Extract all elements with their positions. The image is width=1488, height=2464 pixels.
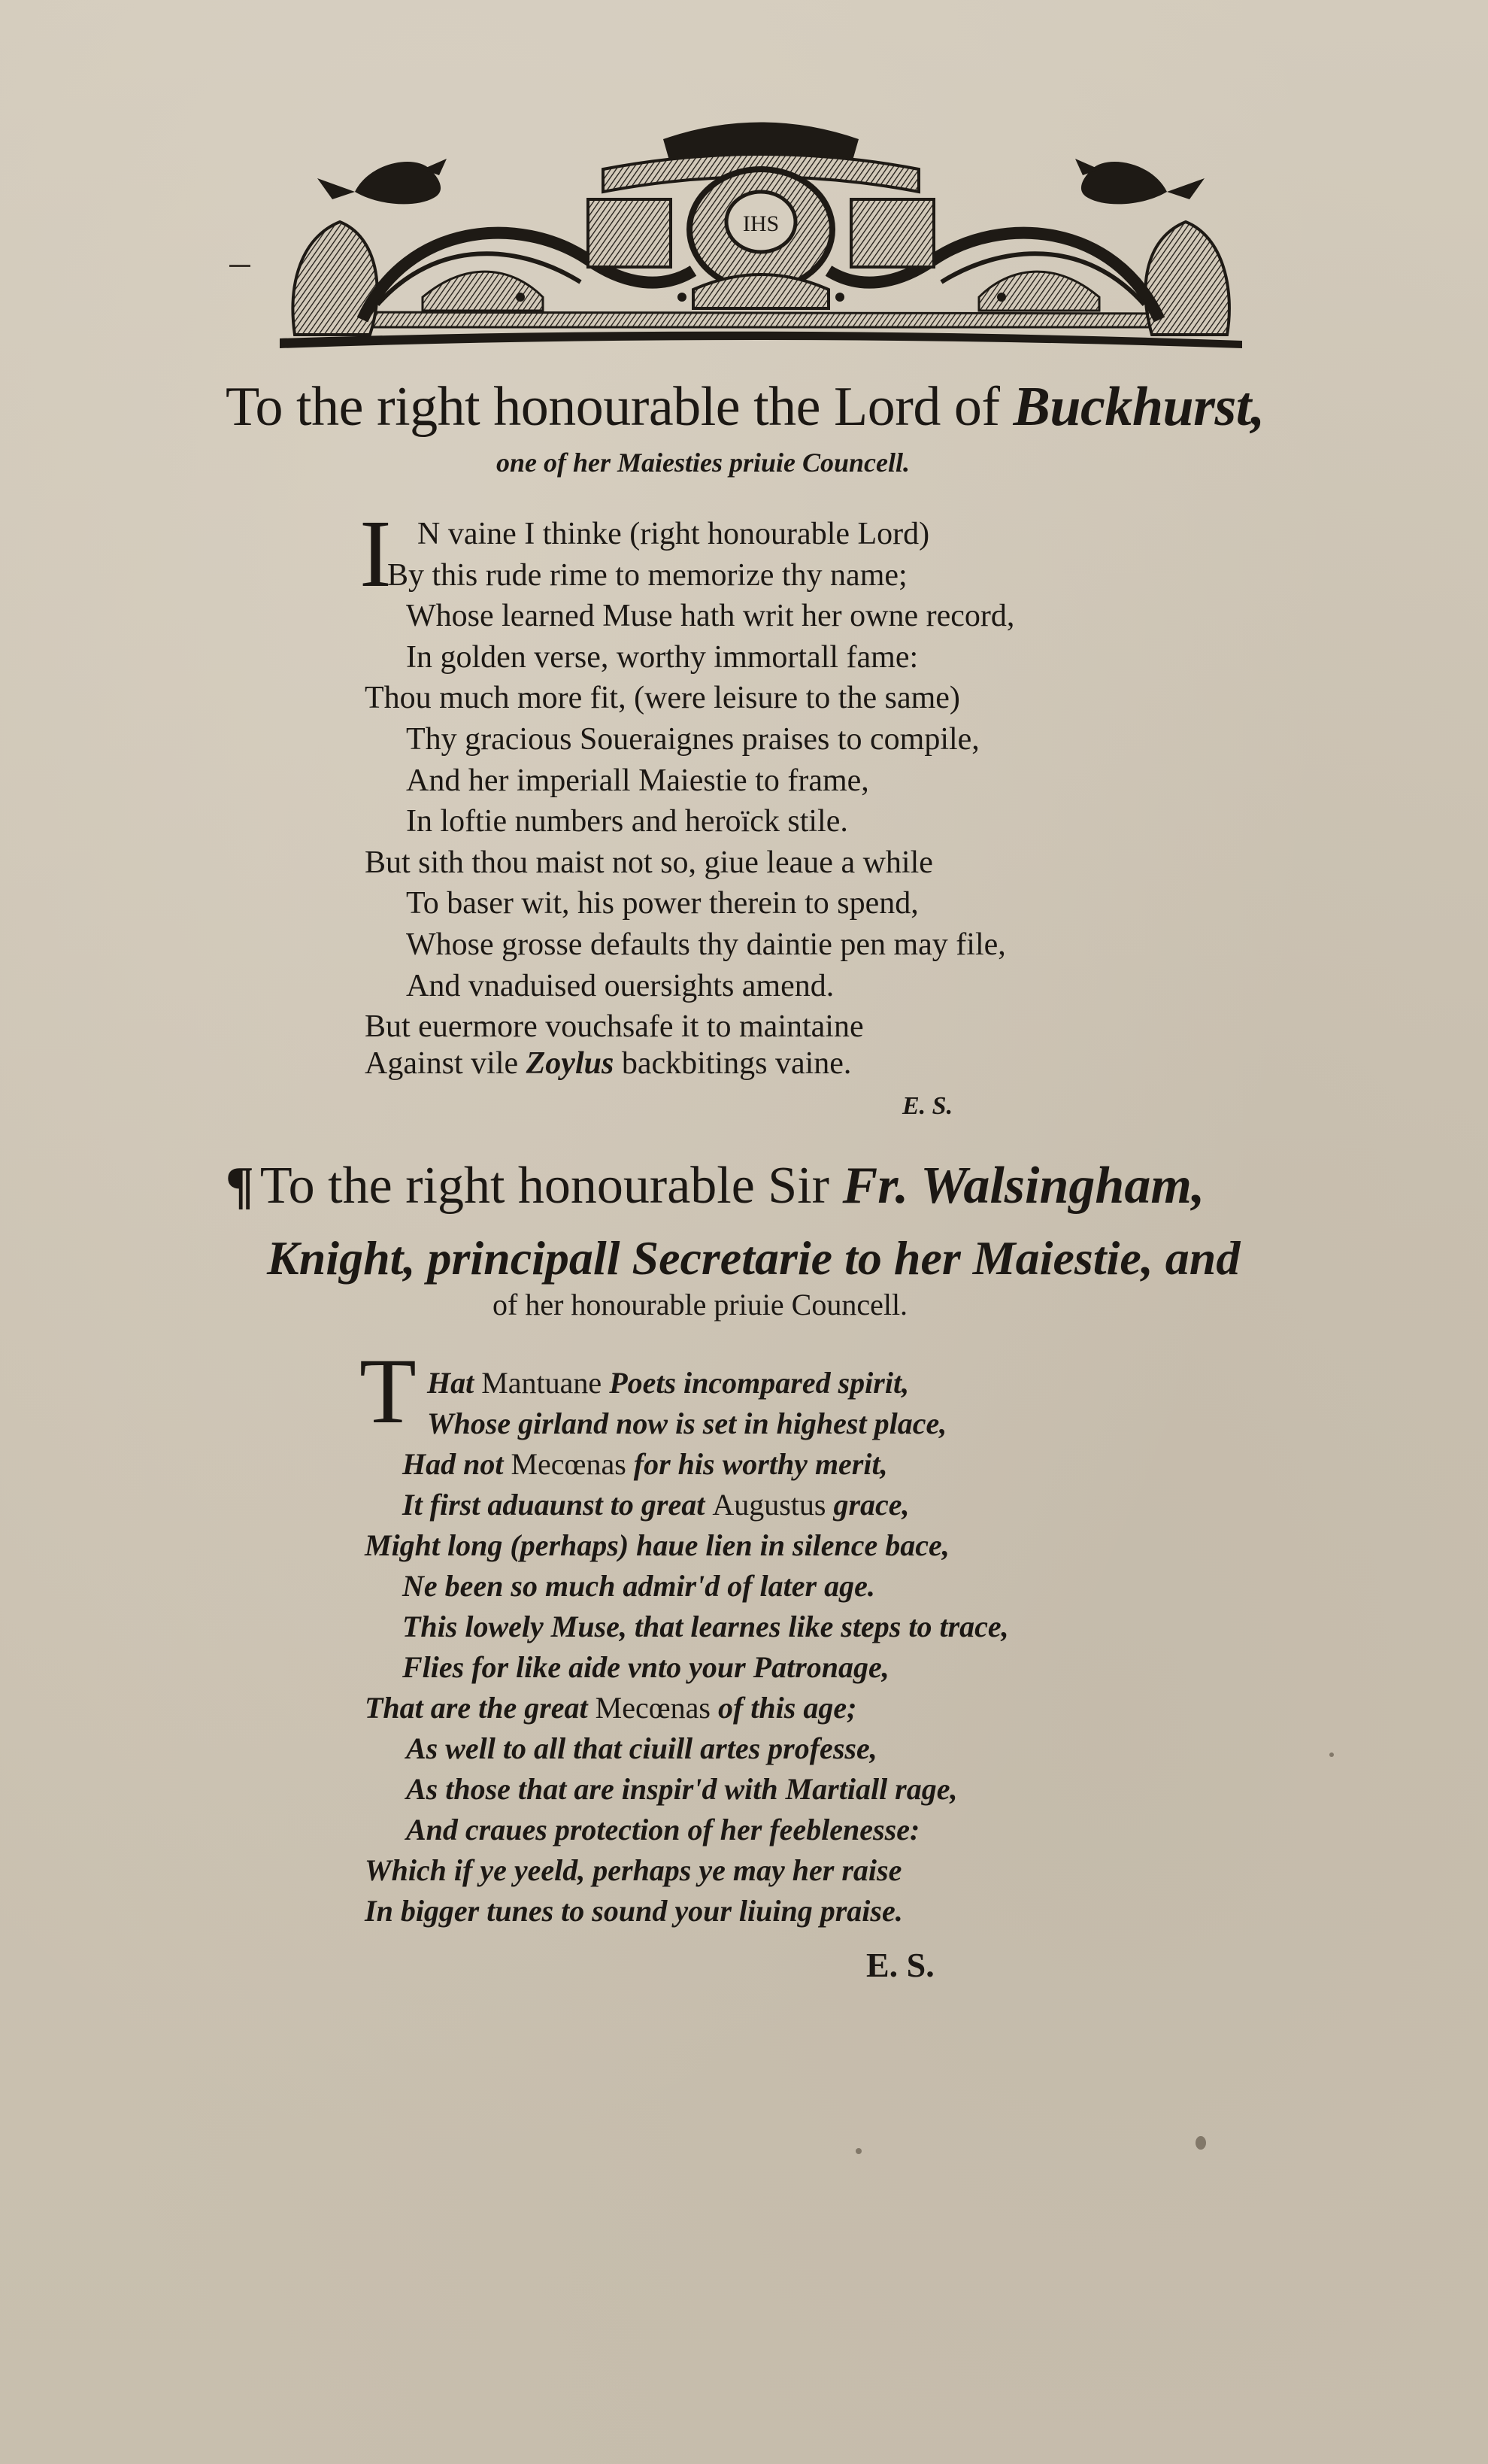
dedication1-dropcap: I bbox=[359, 500, 392, 607]
poem-line: Which if ye yeeld, perhaps ye may her raise bbox=[365, 1853, 902, 1887]
ornamental-headpiece bbox=[272, 109, 1250, 354]
poem-line: In golden verse, worthy immortall fame: bbox=[406, 639, 919, 675]
margin-mark bbox=[229, 265, 250, 267]
dedication1-last-line-prefix: Against vile bbox=[365, 1046, 526, 1081]
poem-line: And craues protection of her feeblenesse: bbox=[406, 1813, 920, 1846]
poem-line: N vaine I thinke (right honourable Lord) bbox=[417, 517, 930, 551]
poem-line: And her imperiall Maiestie to frame, bbox=[406, 763, 869, 798]
dedication1-last-line-suffix: backbitings vaine. bbox=[614, 1046, 852, 1081]
dedication2-title-name: Fr. Walsingham, bbox=[842, 1157, 1205, 1215]
poem-line: This lowely Muse, that learnes like steps to trace, bbox=[402, 1610, 1009, 1643]
poem-line: To baser wit, his power therein to spend, bbox=[406, 886, 919, 921]
dedication2-title bbox=[226, 1155, 1323, 1218]
poem-line: In loftie numbers and heroïck stile. bbox=[406, 804, 848, 839]
poem-line: By this rude rime to memorize thy name; bbox=[387, 557, 908, 593]
poem-line: Had not Mecœnas for his worthy merit, bbox=[402, 1447, 888, 1481]
poem-line: Thou much more fit, (were leisure to the same) bbox=[365, 681, 960, 716]
poem-line: Thy gracious Soueraignes praises to compile, bbox=[406, 722, 980, 757]
poem-line: It first aduaunst to great Augustus grace, bbox=[402, 1488, 910, 1522]
poem-line: And vnaduised ouersights amend. bbox=[406, 968, 835, 1003]
poem-line: But sith thou maist not so, giue leaue a while bbox=[365, 845, 933, 880]
monogram-text: IHS bbox=[742, 211, 780, 236]
dedication1-title-prefix: To the right honourable the Lord of bbox=[226, 376, 1014, 438]
poem-line: Ne been so much admir'd of later age. bbox=[402, 1569, 875, 1603]
dedication2-title-line2: Knight, principall Secretarie to her Maiestie, and bbox=[267, 1231, 1241, 1285]
poem-line: Whose learned Muse hath writ her owne record, bbox=[406, 599, 1015, 634]
poem-line: Whose grosse defaults thy daintie pen may file, bbox=[406, 927, 1006, 962]
bird-right-icon bbox=[1075, 159, 1205, 204]
headpiece-ornament-icon bbox=[272, 109, 1250, 354]
dedication2-title-line3: of her honourable priuie Councell. bbox=[492, 1288, 908, 1322]
dedication2-title-prefix: To the right honourable Sir bbox=[259, 1157, 843, 1215]
poem-line: As well to all that ciuill artes professe, bbox=[406, 1731, 877, 1765]
dedication2-signature: E. S. bbox=[866, 1946, 935, 1984]
poem-line: In bigger tunes to sound your liuing praise. bbox=[365, 1894, 903, 1928]
dedication1-zoylus: Zoylus bbox=[526, 1046, 614, 1081]
dedication1-last-line bbox=[365, 1045, 851, 1082]
poem-line: Hat Mantuane Poets incompared spirit, bbox=[427, 1366, 910, 1400]
poem-line: But euermore vouchsafe it to maintaine bbox=[365, 1009, 864, 1045]
dedication1-subtitle: one of her Maiesties priuie Councell. bbox=[496, 448, 911, 478]
dedication1-title bbox=[226, 373, 1323, 441]
poem-line: That are the great Mecœnas of this age; bbox=[365, 1691, 857, 1725]
paper-speck bbox=[1196, 2136, 1206, 2150]
dedication1-signature: E. S. bbox=[902, 1092, 953, 1120]
bird-left-icon bbox=[317, 159, 447, 204]
dedication2-dropcap: T bbox=[359, 1340, 417, 1443]
paper-speck bbox=[1329, 1752, 1334, 1757]
paper-speck bbox=[856, 2148, 862, 2154]
poem-line: Might long (perhaps) haue lien in silence bace, bbox=[365, 1528, 950, 1562]
dedication1-title-name: Buckhurst, bbox=[1013, 376, 1265, 438]
poem-line: Flies for like aide vnto your Patronage, bbox=[402, 1650, 889, 1684]
poem-line: Whose girland now is set in highest place, bbox=[427, 1406, 947, 1440]
poem-line: As those that are inspir'd with Martiall rage, bbox=[406, 1772, 958, 1806]
pilcrow-icon: ¶ bbox=[226, 1157, 254, 1215]
